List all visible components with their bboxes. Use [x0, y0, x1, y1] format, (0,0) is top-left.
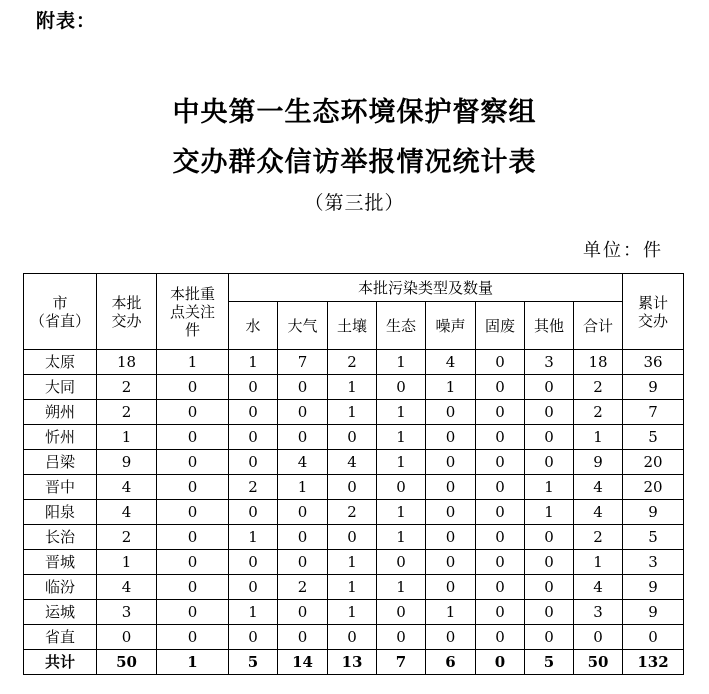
header-cumulative	[623, 274, 684, 350]
cell-city: 临汾	[24, 575, 97, 600]
cell-cumulative: 20	[623, 475, 684, 500]
cell-solid-waste: 0	[476, 500, 525, 525]
cell-air: 0	[278, 625, 328, 650]
cell-ecology: 0	[377, 600, 426, 625]
cell-ecology: 1	[377, 500, 426, 525]
cell-ecology: 7	[377, 650, 426, 675]
cell-batch-count: 3	[97, 600, 157, 625]
cell-water: 0	[229, 550, 278, 575]
cell-cumulative: 0	[623, 625, 684, 650]
cell-other: 1	[525, 475, 574, 500]
cell-noise: 0	[426, 475, 476, 500]
cell-air: 0	[278, 400, 328, 425]
cell-city: 晋城	[24, 550, 97, 575]
cell-city: 忻州	[24, 425, 97, 450]
cell-soil: 1	[328, 375, 377, 400]
cell-ecology: 1	[377, 525, 426, 550]
cell-city: 共计	[24, 650, 97, 675]
cell-other: 1	[525, 500, 574, 525]
cell-soil: 0	[328, 525, 377, 550]
table-body	[24, 350, 684, 675]
cell-key-concern: 0	[157, 525, 229, 550]
cell-air: 0	[278, 550, 328, 575]
cell-ecology: 0	[377, 475, 426, 500]
cell-water: 1	[229, 350, 278, 375]
cell-water: 0	[229, 450, 278, 475]
cell-cumulative: 9	[623, 375, 684, 400]
cell-key-concern: 0	[157, 500, 229, 525]
cell-batch-count: 4	[97, 475, 157, 500]
header-batch-count	[97, 274, 157, 350]
cell-other: 0	[525, 575, 574, 600]
attachment-label: 附表：	[36, 10, 97, 32]
cell-ecology: 1	[377, 575, 426, 600]
cell-air: 0	[278, 600, 328, 625]
cell-key-concern: 0	[157, 475, 229, 500]
cell-noise: 6	[426, 650, 476, 675]
table-row	[24, 600, 684, 625]
cell-solid-waste: 0	[476, 450, 525, 475]
table-row	[24, 550, 684, 575]
cell-subtotal: 4	[574, 575, 623, 600]
cell-batch-count: 2	[97, 375, 157, 400]
cell-cumulative: 36	[623, 350, 684, 375]
statistics-table	[23, 273, 684, 675]
header-cumulative-line2: 交办	[638, 311, 669, 330]
table-row	[24, 350, 684, 375]
cell-water: 2	[229, 475, 278, 500]
cell-air: 1	[278, 475, 328, 500]
cell-cumulative: 7	[623, 400, 684, 425]
total-row	[24, 650, 684, 675]
header-ecology: 生态	[377, 302, 426, 350]
cell-water: 1	[229, 525, 278, 550]
cell-noise: 0	[426, 500, 476, 525]
cell-other: 0	[525, 625, 574, 650]
table-row	[24, 425, 684, 450]
cell-city: 大同	[24, 375, 97, 400]
cell-solid-waste: 0	[476, 475, 525, 500]
cell-key-concern: 1	[157, 350, 229, 375]
cell-cumulative: 5	[623, 425, 684, 450]
cell-cumulative: 9	[623, 575, 684, 600]
cell-other: 0	[525, 525, 574, 550]
cell-solid-waste: 0	[476, 600, 525, 625]
cell-air: 0	[278, 425, 328, 450]
cell-water: 1	[229, 600, 278, 625]
cell-subtotal: 3	[574, 600, 623, 625]
cell-noise: 0	[426, 575, 476, 600]
cell-subtotal: 0	[574, 625, 623, 650]
cell-cumulative: 20	[623, 450, 684, 475]
cell-batch-count: 4	[97, 575, 157, 600]
table-row	[24, 375, 684, 400]
cell-noise: 1	[426, 600, 476, 625]
header-other: 其他	[525, 302, 574, 350]
cell-solid-waste: 0	[476, 550, 525, 575]
header-pollution-group: 本批污染类型及数量	[229, 274, 623, 302]
cell-subtotal: 9	[574, 450, 623, 475]
cell-air: 0	[278, 525, 328, 550]
cell-city: 长治	[24, 525, 97, 550]
cell-ecology: 1	[377, 350, 426, 375]
cell-soil: 1	[328, 550, 377, 575]
header-cumulative-line1: 累计	[638, 293, 669, 312]
cell-noise: 0	[426, 425, 476, 450]
cell-ecology: 0	[377, 625, 426, 650]
cell-solid-waste: 0	[476, 425, 525, 450]
cell-water: 0	[229, 425, 278, 450]
cell-soil: 0	[328, 425, 377, 450]
cell-water: 5	[229, 650, 278, 675]
header-city-line1: 市	[52, 293, 68, 312]
cell-air: 0	[278, 375, 328, 400]
header-key-line1: 本批重	[169, 284, 215, 303]
cell-noise: 1	[426, 375, 476, 400]
cell-water: 0	[229, 400, 278, 425]
header-water: 水	[229, 302, 278, 350]
cell-batch-count: 1	[97, 550, 157, 575]
cell-other: 5	[525, 650, 574, 675]
table-row	[24, 475, 684, 500]
header-key-concern	[157, 274, 229, 350]
cell-water: 0	[229, 625, 278, 650]
cell-solid-waste: 0	[476, 650, 525, 675]
cell-city: 太原	[24, 350, 97, 375]
header-soil: 土壤	[328, 302, 377, 350]
cell-key-concern: 1	[157, 650, 229, 675]
cell-noise: 0	[426, 400, 476, 425]
header-noise: 噪声	[426, 302, 476, 350]
cell-solid-waste: 0	[476, 575, 525, 600]
cell-soil: 13	[328, 650, 377, 675]
cell-batch-count: 2	[97, 525, 157, 550]
header-city	[24, 274, 97, 350]
cell-ecology: 1	[377, 400, 426, 425]
cell-subtotal: 1	[574, 425, 623, 450]
table-row	[24, 625, 684, 650]
cell-key-concern: 0	[157, 450, 229, 475]
header-key-line2: 点关注	[169, 302, 215, 321]
cell-other: 0	[525, 425, 574, 450]
cell-batch-count: 1	[97, 425, 157, 450]
cell-ecology: 1	[377, 425, 426, 450]
cell-subtotal: 1	[574, 550, 623, 575]
title-line-1: 中央第一生态环境保护督察组	[172, 97, 537, 128]
cell-city: 运城	[24, 600, 97, 625]
batch-label: （第三批）	[304, 192, 405, 214]
cell-solid-waste: 0	[476, 350, 525, 375]
header-subtotal: 合计	[574, 302, 623, 350]
cell-batch-count: 50	[97, 650, 157, 675]
cell-batch-count: 9	[97, 450, 157, 475]
cell-subtotal: 2	[574, 375, 623, 400]
cell-air: 2	[278, 575, 328, 600]
cell-soil: 4	[328, 450, 377, 475]
cell-key-concern: 0	[157, 375, 229, 400]
cell-key-concern: 0	[157, 400, 229, 425]
cell-subtotal: 2	[574, 400, 623, 425]
cell-batch-count: 2	[97, 400, 157, 425]
cell-noise: 0	[426, 550, 476, 575]
cell-soil: 1	[328, 600, 377, 625]
cell-water: 0	[229, 500, 278, 525]
cell-city: 晋中	[24, 475, 97, 500]
header-batch-line1: 本批	[111, 293, 142, 312]
cell-batch-count: 18	[97, 350, 157, 375]
cell-other: 0	[525, 550, 574, 575]
cell-key-concern: 0	[157, 625, 229, 650]
cell-key-concern: 0	[157, 550, 229, 575]
table-row	[24, 575, 684, 600]
unit-label: 单位：件	[583, 240, 663, 261]
cell-key-concern: 0	[157, 575, 229, 600]
cell-ecology: 0	[377, 375, 426, 400]
cell-batch-count: 0	[97, 625, 157, 650]
cell-soil: 1	[328, 575, 377, 600]
cell-noise: 0	[426, 525, 476, 550]
cell-key-concern: 0	[157, 600, 229, 625]
cell-cumulative: 3	[623, 550, 684, 575]
cell-cumulative: 9	[623, 500, 684, 525]
cell-other: 0	[525, 400, 574, 425]
table-row	[24, 450, 684, 475]
cell-subtotal: 18	[574, 350, 623, 375]
cell-subtotal: 4	[574, 475, 623, 500]
cell-other: 0	[525, 600, 574, 625]
header-solid-waste: 固废	[476, 302, 525, 350]
cell-city: 朔州	[24, 400, 97, 425]
cell-noise: 0	[426, 450, 476, 475]
cell-solid-waste: 0	[476, 375, 525, 400]
table-row	[24, 525, 684, 550]
cell-solid-waste: 0	[476, 625, 525, 650]
title-line-2: 交办群众信访举报情况统计表	[172, 147, 537, 178]
cell-other: 0	[525, 375, 574, 400]
cell-subtotal: 50	[574, 650, 623, 675]
cell-soil: 2	[328, 500, 377, 525]
table-row	[24, 500, 684, 525]
cell-ecology: 0	[377, 550, 426, 575]
cell-soil: 0	[328, 625, 377, 650]
cell-air: 4	[278, 450, 328, 475]
header-air: 大气	[278, 302, 328, 350]
cell-soil: 0	[328, 475, 377, 500]
cell-water: 0	[229, 375, 278, 400]
header-batch-line2: 交办	[111, 311, 142, 330]
cell-subtotal: 4	[574, 500, 623, 525]
cell-noise: 4	[426, 350, 476, 375]
cell-air: 7	[278, 350, 328, 375]
cell-soil: 2	[328, 350, 377, 375]
cell-solid-waste: 0	[476, 525, 525, 550]
table-row	[24, 400, 684, 425]
header-key-line3: 件	[184, 320, 200, 339]
cell-key-concern: 0	[157, 425, 229, 450]
cell-solid-waste: 0	[476, 400, 525, 425]
cell-batch-count: 4	[97, 500, 157, 525]
cell-noise: 0	[426, 625, 476, 650]
header-city-line2: （省直）	[29, 311, 90, 330]
cell-soil: 1	[328, 400, 377, 425]
cell-water: 0	[229, 575, 278, 600]
cell-subtotal: 2	[574, 525, 623, 550]
cell-cumulative: 9	[623, 600, 684, 625]
cell-ecology: 1	[377, 450, 426, 475]
cell-other: 0	[525, 450, 574, 475]
cell-air: 0	[278, 500, 328, 525]
cell-air: 14	[278, 650, 328, 675]
cell-city: 吕梁	[24, 450, 97, 475]
cell-cumulative: 5	[623, 525, 684, 550]
cell-cumulative: 132	[623, 650, 684, 675]
cell-other: 3	[525, 350, 574, 375]
cell-city: 阳泉	[24, 500, 97, 525]
cell-city: 省直	[24, 625, 97, 650]
